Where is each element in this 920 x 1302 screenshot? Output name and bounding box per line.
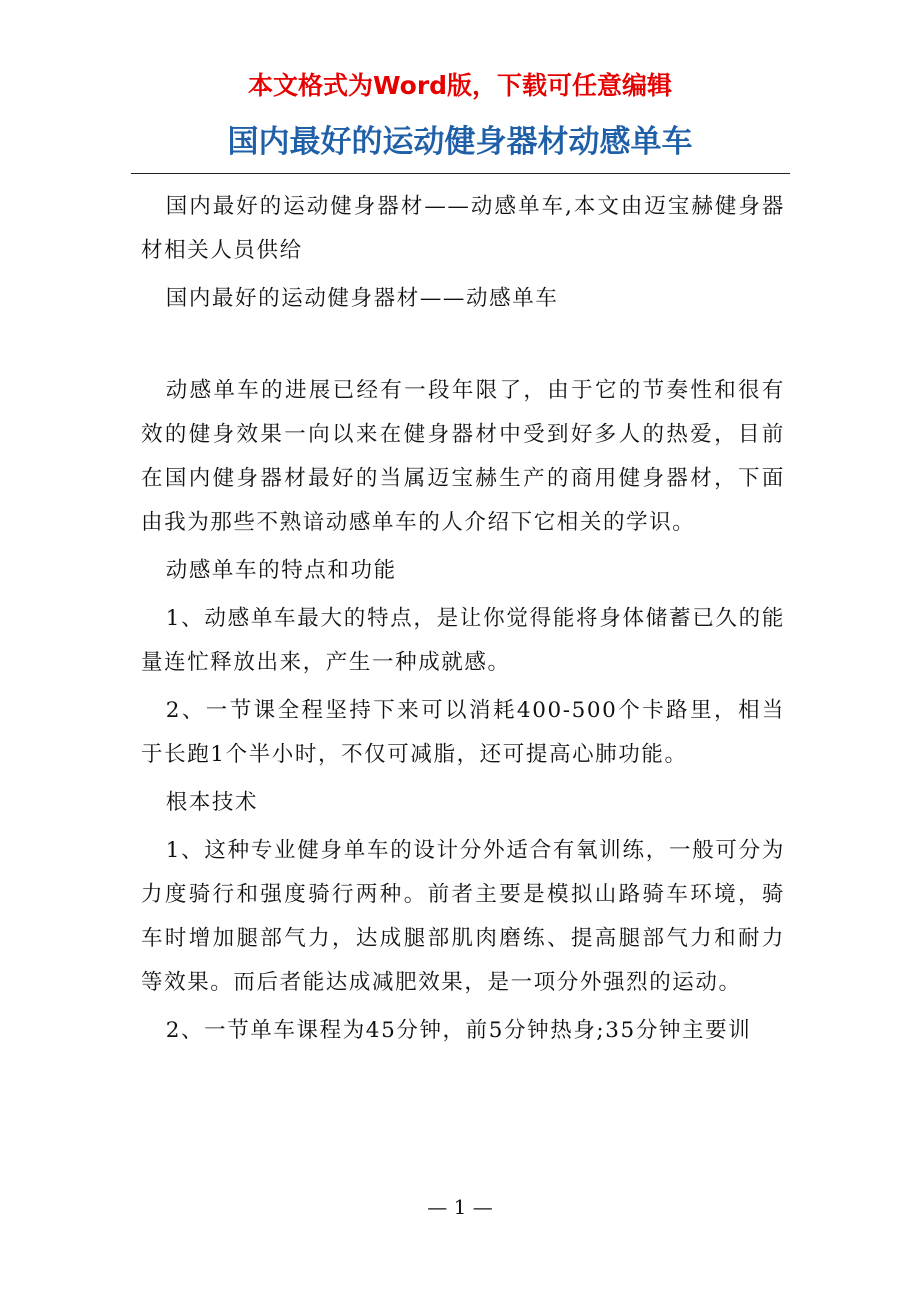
feature-item-1: 1、动感单车最大的特点，是让你觉得能将身体储蓄已久的能量连忙释放出来，产生一种成就感。 [141,606,785,675]
feature-item-2: 2、一节课全程坚持下来可以消耗400-500个卡路里，相当于长跑1个半小时，不仅可减脂，还可提高心肺功能。 [141,698,785,767]
page-number: — 1 — [427,1195,493,1219]
section-heading-technique: 根本技术 [165,790,259,815]
document-title: 国内最好的运动健身器材动感单车 [227,124,693,160]
blank-line [141,325,785,369]
document-body [141,185,785,1057]
technique-item-1: 1、这种专业健身单车的设计分外适合有氧训练，一般可分为力度骑行和强度骑行两种。前者主要是模拟山路骑车环境，骑车时增加腿部气力，达成腿部肌肉磨练、提高腿部气力和耐力等效果。而后者能达成减肥效果，是一项分外强烈的运动。 [141,838,785,995]
intro-paragraph: 国内最好的运动健身器材——动感单车,本文由迈宝赫健身器材相关人员供给 [141,194,785,263]
title-divider [131,173,790,174]
format-notice: 本文格式为Word版，下载可任意编辑 [247,71,673,100]
subtitle-paragraph: 国内最好的运动健身器材——动感单车 [165,286,559,311]
section-heading-features: 动感单车的特点和功能 [165,558,397,583]
overview-paragraph: 动感单车的进展已经有一段年限了，由于它的节奏性和很有效的健身效果一向以来在健身器材中受到好多人的热爱，目前在国内健身器材最好的当属迈宝赫生产的商用健身器材，下面由我为那些不熟谙动感单车的人介绍下它相关的学识。 [141,378,785,535]
technique-item-2: 2、一节单车课程为45分钟，前5分钟热身;35分钟主要训 [165,1018,752,1043]
